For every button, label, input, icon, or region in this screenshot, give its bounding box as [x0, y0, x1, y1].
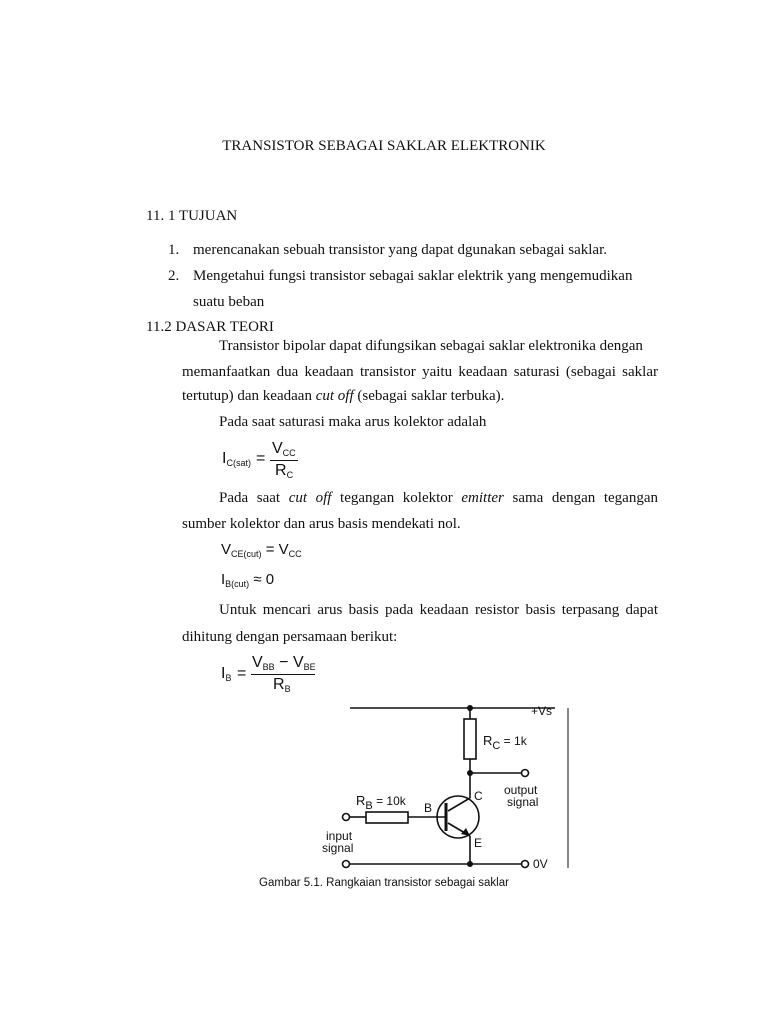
- base-label: B: [424, 801, 433, 815]
- output-label: output: [504, 783, 538, 797]
- section-heading-tujuan: 11. 1 TUJUAN: [146, 208, 238, 224]
- equation-symbol: I: [222, 450, 227, 467]
- page-title: TRANSISTOR SEBAGAI SAKLAR ELEKTRONIK: [222, 138, 546, 154]
- equation-symbol: I: [221, 571, 226, 588]
- ground-label: 0V: [533, 857, 548, 871]
- emitter-label: E: [474, 836, 483, 850]
- equation-subscript: C: [286, 470, 294, 480]
- paragraph-line: Transistor bipolar dapat difungsikan sebagai saklar elektronika dengan: [219, 338, 643, 354]
- rb-symbol: R: [356, 793, 366, 808]
- input-label: input: [326, 829, 353, 843]
- rb-subscript: B: [365, 800, 373, 812]
- equation-subscript: BB: [262, 662, 275, 672]
- output-label: signal: [507, 795, 539, 809]
- equation-symbol: V: [221, 541, 232, 558]
- resistor-rc: [464, 719, 476, 759]
- equation-symbol: V: [252, 654, 263, 671]
- list-item-text: merencanakan sebuah transistor yang dapat dgunakan sebagai saklar.: [193, 242, 608, 258]
- junction-node: [467, 705, 473, 711]
- equation-subscript: CC: [282, 448, 296, 458]
- paragraph-line: Pada saat saturasi maka arus kolektor adalah: [219, 414, 487, 430]
- rb-value: = 10k: [372, 794, 406, 808]
- equation-subscript: B: [284, 684, 291, 694]
- equation-subscript: CE(cut): [231, 549, 262, 559]
- ground-terminal-right: [522, 861, 529, 868]
- equation-symbol: R: [275, 462, 287, 479]
- paragraph-line: dihitung dengan persamaan berikut:: [182, 629, 398, 645]
- equation-minus: −: [279, 654, 289, 671]
- paragraph-line: memanfaatkan dua keadaan transistor yaitu keadaan saturasi (sebagai saklar: [182, 364, 658, 380]
- emphasis-text: emitter: [461, 490, 504, 506]
- list-item-text: Mengetahui fungsi transistor sebagai saklar elektrik yang mengemudikan: [193, 268, 633, 284]
- equation-symbol: V: [278, 541, 289, 558]
- equation-symbol: V: [272, 440, 283, 457]
- section-heading-dasar-teori: 11.2 DASAR TEORI: [146, 319, 274, 335]
- equation-subscript: B(cut): [225, 579, 250, 589]
- equation-value: ≈ 0: [253, 571, 275, 588]
- rc-subscript: C: [492, 740, 501, 752]
- equation-subscript: C(sat): [226, 458, 251, 468]
- equation-equals: =: [265, 541, 275, 558]
- output-terminal: [522, 770, 529, 777]
- rc-label: [483, 733, 528, 752]
- rc-value: = 1k: [500, 734, 527, 748]
- list-item-number: 2.: [168, 268, 180, 284]
- input-label: signal: [322, 841, 354, 855]
- emphasis-text: cut off: [288, 490, 332, 506]
- equation-symbol: I: [221, 665, 226, 682]
- paragraph-line: sumber kolektor dan arus basis mendekati nol.: [182, 516, 461, 532]
- resistor-rb: [366, 812, 408, 823]
- junction-node: [467, 861, 473, 867]
- equation-subscript: B: [225, 673, 232, 683]
- input-terminal: [343, 814, 350, 821]
- junction-node: [467, 770, 473, 776]
- vs-label: +Vs: [531, 704, 553, 718]
- emphasis-text: cut off: [315, 388, 354, 404]
- paragraph-text: tegangan kolektor: [331, 490, 462, 506]
- paragraph-line: Untuk mencari arus basis pada keadaan resistor basis terpasang dapat: [219, 602, 658, 618]
- rb-label: [356, 793, 407, 812]
- paragraph-text: tertutup) dan keadaan: [182, 388, 316, 404]
- paragraph-text: (sebagai saklar terbuka).: [353, 388, 505, 404]
- equation-subscript: CC: [288, 549, 302, 559]
- collector-lead: [448, 798, 470, 811]
- collector-label: C: [474, 789, 483, 803]
- equation-symbol: R: [273, 676, 285, 693]
- rc-symbol: R: [483, 733, 493, 748]
- equation-symbol: V: [292, 654, 304, 671]
- list-item-number: 1.: [168, 242, 180, 258]
- paragraph-text: sama dengan tegangan: [503, 490, 658, 506]
- paragraph-text: Pada saat: [219, 490, 289, 506]
- equation-equals: =: [237, 665, 247, 682]
- equation-subscript: BE: [303, 662, 316, 672]
- ground-terminal-left: [343, 861, 350, 868]
- list-item-continuation: suatu beban: [193, 294, 265, 310]
- equation-equals: =: [256, 450, 266, 467]
- figure-caption: Gambar 5.1. Rangkaian transistor sebagai saklar: [259, 877, 509, 889]
